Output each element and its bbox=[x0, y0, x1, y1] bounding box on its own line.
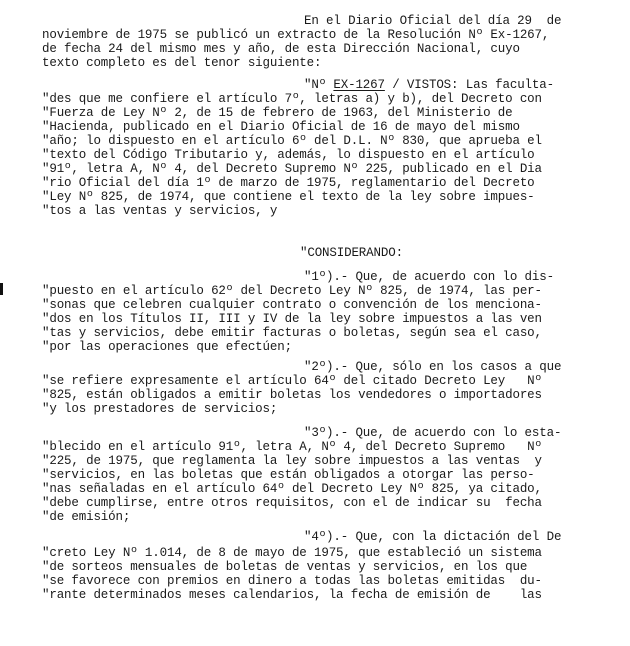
vistos-line: "rio Oficial del día 1º de marzo de 1975, reglamentario del Decreto bbox=[42, 176, 535, 190]
vistos-line: "91º, letra A, Nº 4, del Decreto Supremo Nº 225, publicado en el Dia bbox=[42, 162, 542, 176]
considerando-4-line: "rante determinados meses calendarios, la fecha de emisión de las bbox=[42, 588, 542, 602]
considerando-heading: "CONSIDERANDO: bbox=[300, 246, 403, 260]
considerando-1-line: "1º).- Que, de acuerdo con lo dis- bbox=[304, 270, 554, 284]
considerando-1-line: "tas y servicios, debe emitir facturas o boletas, según sea el caso, bbox=[42, 326, 542, 340]
considerando-3-line: "de emisión; bbox=[42, 510, 131, 524]
vistos-line: "Fuerza de Ley Nº 2, de 15 de febrero de 1963, del Ministerio de bbox=[42, 106, 513, 120]
vistos-line: "des que me confiere el artículo 7º, letras a) y b), del Decreto con bbox=[42, 92, 542, 106]
considerando-3-line: "225, de 1975, que reglamenta la ley sobre impuestos a las ventas y bbox=[42, 454, 542, 468]
considerando-3-line: "debe cumplirse, entre otros requisitos, con el de indicar su fecha bbox=[42, 496, 542, 510]
considerando-1-line: "dos en los Títulos II, III y IV de la ley sobre impuestos a las ven bbox=[42, 312, 542, 326]
considerando-1-line: "sonas que celebren cualquier contrato o convención de los menciona- bbox=[42, 298, 542, 312]
considerando-4-line: "creto Ley Nº 1.014, de 8 de mayo de 1975, que estableció un sistema bbox=[42, 546, 542, 560]
vistos-line: "texto del Código Tributario y, además, lo dispuesto en el artículo bbox=[42, 148, 535, 162]
considerando-3-line: "blecido en el artículo 91º, letra A, Nº 4, del Decreto Supremo Nº bbox=[42, 440, 542, 454]
considerando-2-line: "se refiere expresamente el artículo 64º del citado Decreto Ley Nº bbox=[42, 374, 542, 388]
considerando-3-line: "3º).- Que, de acuerdo con lo esta- bbox=[304, 426, 562, 440]
intro-line: En el Diario Oficial del día 29 de bbox=[304, 14, 562, 28]
vistos-lead: "Nº bbox=[304, 78, 334, 92]
considerando-2-line: "y los prestadores de servicios; bbox=[42, 402, 278, 416]
considerando-4-line: "de sorteos mensuales de boletas de ventas y servicios, en los que bbox=[42, 560, 528, 574]
vistos-first-line bbox=[304, 78, 554, 92]
considerando-3-line: "servicios, en las boletas que están obligados a otorgar las perso- bbox=[42, 468, 535, 482]
vistos-line: "año; lo dispuesto en el artículo 6º del D.L. Nº 830, que aprueba el bbox=[42, 134, 542, 148]
intro-line: texto completo es del tenor siguiente: bbox=[42, 56, 322, 70]
considerando-2-line: "2º).- Que, sólo en los casos a que bbox=[304, 360, 562, 374]
considerando-1-line: "por las operaciones que efectúen; bbox=[42, 340, 292, 354]
vistos-line: "Hacienda, publicado en el Diario Oficial de 16 de mayo del mismo bbox=[42, 120, 520, 134]
intro-line: noviembre de 1975 se publicó un extracto de la Resolución Nº Ex-1267, bbox=[42, 28, 550, 42]
margin-mark bbox=[0, 283, 3, 295]
considerando-1-line: "puesto en el artículo 62º del Decreto Ley Nº 825, de 1974, las per- bbox=[42, 284, 542, 298]
considerando-2-line: "825, están obligados a emitir boletas los vendedores o importadores bbox=[42, 388, 542, 402]
vistos-line: "Ley Nº 825, de 1974, que contiene el texto de la ley sobre impues- bbox=[42, 190, 535, 204]
vistos-rest: / VISTOS: Las faculta- bbox=[384, 78, 554, 92]
vistos-line: "tos a las ventas y servicios, y bbox=[42, 204, 278, 218]
intro-line: de fecha 24 del mismo mes y año, de esta Dirección Nacional, cuyo bbox=[42, 42, 520, 56]
considerando-4-line: "se favorece con premios en dinero a todas las boletas emitidas du- bbox=[42, 574, 542, 588]
considerando-4-line: "4º).- Que, con la dictación del De bbox=[304, 530, 562, 544]
considerando-3-line: "nas señaladas en el artículo 64º del Decreto Ley Nº 825, ya citado, bbox=[42, 482, 542, 496]
resolution-code: EX-1267 bbox=[333, 78, 385, 92]
